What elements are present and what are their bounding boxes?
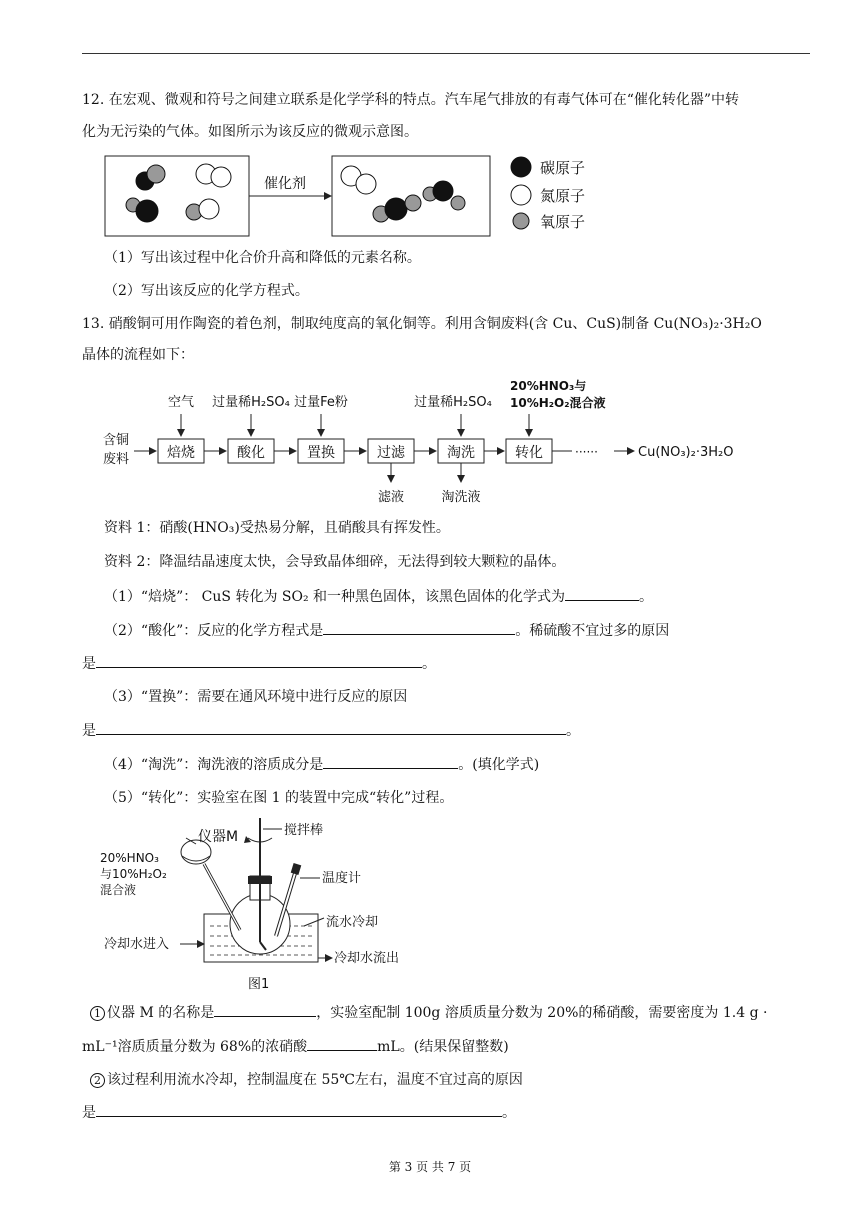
flow-start-2: 废料 (103, 452, 130, 467)
q13-process-flowchart (100, 376, 760, 510)
q12-text-line2: 化为无污染的气体。如图所示为该反应的微观示意图。 (82, 124, 418, 140)
step-displace: 置换 (307, 445, 335, 461)
q13-sub2-line1 (90, 1070, 523, 1090)
legend-nitrogen: 氮原子 (540, 187, 586, 205)
q13-sub1-line1 (90, 1002, 767, 1023)
input-air: 空气 (167, 395, 195, 410)
input-fe: 过量Fe粉 (294, 395, 348, 410)
legend-oxygen: 氧原子 (540, 213, 586, 231)
sub1-text-d: mL。(结果保留整数) (377, 1039, 509, 1055)
q13-part1 (104, 586, 653, 607)
answer-blank-3[interactable] (96, 653, 422, 668)
q12-micro-diagram (100, 150, 600, 240)
label-reagent-3: 混合液 (100, 883, 137, 897)
answer-blank-2[interactable] (323, 620, 515, 635)
step-roast: 焙烧 (167, 445, 195, 461)
q13-sub2-line2 (82, 1102, 516, 1123)
flow-product: Cu(NO₃)₂·3H₂O (638, 445, 734, 460)
sub2-text: 该过程利用流水冷却，控制温度在 55℃左右，温度不宜过高的原因 (107, 1072, 523, 1088)
reactant-molecules (126, 164, 231, 222)
q13-part4-text: （4）“淘洗”：淘洗液的溶质成分是 (104, 757, 324, 773)
circled-number-1: 1 (90, 1006, 105, 1021)
legend-carbon: 碳原子 (540, 159, 586, 177)
q13-part1-end: 。 (639, 589, 654, 605)
label-thermometer: 温度计 (322, 871, 362, 886)
label-water-out: 冷却水流出 (334, 951, 400, 966)
input-nitric-1: 20%HNO₃与 (510, 379, 587, 393)
q13-part5: （5）“转化”：实验室在图 1 的装置中完成“转化”过程。 (104, 790, 454, 806)
q13-part2-text: （2）“酸化”：反应的化学方程式是 (104, 623, 324, 639)
step-convert: 转化 (515, 445, 543, 461)
output-filtrate: 滤液 (377, 490, 405, 505)
label-instrument-m: 仪器M (198, 829, 239, 845)
label-stirrer: 搅拌棒 (284, 823, 324, 838)
legend (511, 157, 585, 231)
q13-part2-tail: 。稀硫酸不宜过多的原因 (515, 623, 670, 639)
end-2: 。 (422, 656, 436, 672)
q13-part1-text: （1）“焙烧”： CuS 转化为 SO₂ 和一种黑色固体，该黑色固体的化学式为 (104, 589, 566, 605)
circled-number-2: 2 (90, 1073, 105, 1088)
q13-part4 (104, 754, 539, 775)
label-cooling: 流水冷却 (326, 915, 379, 930)
info-1: 资料 1：硝酸(HNO₃)受热易分解，且硝酸具有挥发性。 (104, 520, 450, 536)
shi-s2: 是 (82, 1105, 96, 1121)
q13-text-line2: 晶体的流程如下： (82, 347, 194, 363)
step-wash: 淘洗 (447, 445, 475, 461)
figure-caption: 图1 (248, 977, 270, 992)
answer-blank-4[interactable] (96, 720, 566, 735)
output-wash-liquid: 淘洗液 (441, 490, 481, 505)
input-sulfuric-1: 过量稀H₂SO₄ (212, 395, 290, 410)
q12-text-line1: 12. 在宏观、微观和符号之间建立联系是化学学科的特点。汽车尾气排放的有毒气体可在“催化转化器”中转 (82, 92, 740, 108)
step-acidify: 酸化 (237, 445, 265, 461)
input-sulfuric-2: 过量稀H₂SO₄ (414, 395, 492, 410)
q13-part2-line2 (82, 653, 436, 674)
q13-part3: （3）“置换”：需要在通风环境中进行反应的原因 (104, 689, 408, 705)
header-rule (82, 53, 810, 54)
flow-steps (158, 439, 552, 463)
shi-3: 是 (82, 723, 96, 739)
q13-sub1-line2 (82, 1036, 509, 1057)
q12-part2: （2）写出该反应的化学方程式。 (104, 283, 309, 299)
sub1-text-a: 仪器 M 的名称是 (107, 1005, 215, 1021)
answer-blank-8[interactable] (96, 1102, 502, 1117)
q13-part4-tail: 。(填化学式) (458, 757, 540, 773)
product-molecules (341, 166, 465, 222)
label-water-in: 冷却水进入 (104, 937, 170, 952)
flow-start-1: 含铜 (103, 433, 130, 448)
label-reagent-1: 20%HNO₃ (100, 851, 159, 865)
apparatus-figure (100, 814, 430, 996)
q13-part3-line2 (82, 720, 580, 741)
catalyst-label: 催化剂 (264, 176, 306, 192)
answer-blank-7[interactable] (307, 1036, 377, 1051)
sub1-text-b: ，实验室配制 100g 溶质质量分数为 20%的稀硝酸，需要密度为 1.4 g · (316, 1005, 768, 1021)
end-s2: 。 (502, 1105, 516, 1121)
sub1-text-c: mL⁻¹溶质质量分数为 68%的浓硝酸 (82, 1039, 308, 1055)
flow-ellipsis: ······ (575, 445, 598, 459)
label-reagent-2: 与10%H₂O₂ (100, 867, 167, 881)
q13-part2 (104, 620, 669, 641)
q13-text-line1: 13. 硝酸铜可用作陶瓷的着色剂，制取纯度高的氧化铜等。利用含铜废料(含 Cu、CuS)制备 Cu(NO₃)₂·3H₂O (82, 316, 762, 332)
input-nitric-2: 10%H₂O₂混合液 (510, 396, 606, 410)
q12-part1: （1）写出该过程中化合价升高和降低的元素名称。 (104, 250, 421, 266)
answer-blank-1[interactable] (565, 586, 639, 601)
shi-2: 是 (82, 656, 96, 672)
end-3: 。 (566, 723, 580, 739)
page-footer: 第 3 页 共 7 页 (388, 1160, 472, 1174)
answer-blank-5[interactable] (323, 754, 458, 769)
info-2: 资料 2：降温结晶速度太快，会导致晶体细碎，无法得到较大颗粒的晶体。 (104, 554, 566, 570)
step-filter: 过滤 (377, 445, 405, 461)
answer-blank-6[interactable] (214, 1002, 316, 1017)
